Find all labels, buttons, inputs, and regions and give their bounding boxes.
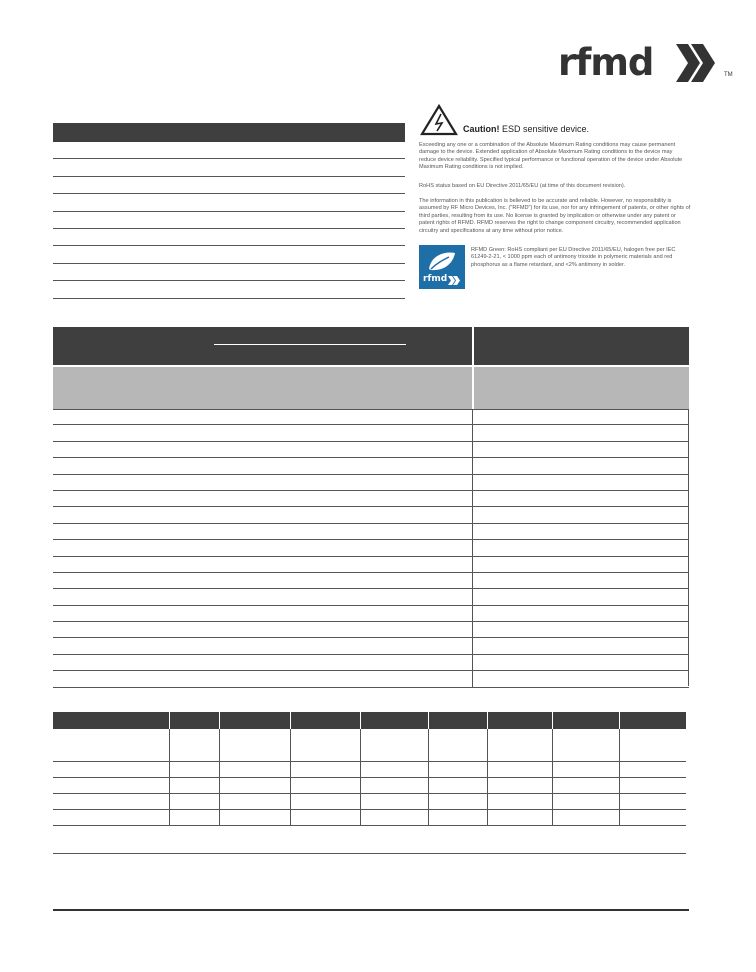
table-row bbox=[53, 638, 689, 654]
table-row bbox=[53, 655, 689, 671]
table-row bbox=[53, 475, 689, 491]
table-row bbox=[53, 425, 689, 441]
table-row bbox=[53, 507, 689, 523]
table-row bbox=[53, 159, 405, 176]
table-row bbox=[53, 573, 689, 589]
table-row bbox=[53, 606, 689, 622]
table-right-edge bbox=[688, 409, 689, 686]
footer-rule bbox=[53, 909, 689, 911]
rfmd-green-logo bbox=[419, 245, 465, 289]
table-row bbox=[53, 524, 689, 540]
disclaimer-note: The information in this publication is believed to be accurate and reliable. However, no responsibility is assumed by RF Micro Devices, Inc. ("RFMD") for its use, nor for any infringement of patents, or other rights of third parties, resulting from its use. No license is granted by implication or otherwise under any patent or patent rights of RFMD. RFMD reserves the right to change component circuitry, recommended application circuitry and specifications at any time without prior notice. bbox=[419, 198, 691, 234]
green-logo-chevrons bbox=[448, 276, 462, 285]
table-row bbox=[53, 142, 405, 159]
rohs-note: RoHS status based on EU Directive 2011/65/EU (at time of this document revision). bbox=[419, 183, 626, 189]
header-divider bbox=[472, 327, 474, 365]
rfmd-green-note: RFMD Green: RoHS compliant per EU Directive 2011/65/EU, halogen free per IEC 61249-2-21, < 1000 ppm each of antimony trioxide in polymeric materials and red phosphorus as a flame retardant, and <2% antimony in solder. bbox=[471, 247, 676, 268]
header-underline bbox=[214, 344, 406, 345]
table-header bbox=[53, 712, 686, 729]
table-row bbox=[53, 622, 689, 638]
caution-desc: ESD sensitive device. bbox=[499, 124, 590, 134]
leaf-icon bbox=[419, 247, 465, 277]
table-row bbox=[53, 810, 686, 826]
table-row bbox=[53, 491, 689, 507]
absolute-ratings-table bbox=[53, 123, 405, 299]
green-logo-text: rfmd bbox=[423, 274, 448, 284]
specification-table bbox=[53, 712, 686, 854]
table-row bbox=[53, 762, 686, 778]
caution-title bbox=[463, 124, 589, 134]
table-row bbox=[53, 194, 405, 211]
table-header bbox=[53, 327, 689, 365]
trademark: TM bbox=[724, 72, 733, 78]
table-row bbox=[53, 589, 689, 605]
subheader-divider bbox=[472, 367, 474, 409]
table-row bbox=[53, 264, 405, 281]
table-row bbox=[53, 246, 405, 263]
table-note-row bbox=[53, 826, 686, 854]
absolute-max-note: Exceeding any one or a combination of the Absolute Maximum Rating conditions may cause permanent damage to the device. Extended application of Absolute Maximum Rating conditions to the device may reduce device reliability. Specified typical performance or functional operation of the device under Absolute Maximum Rating conditions is not implied. bbox=[419, 142, 683, 171]
ordering-info-table bbox=[53, 327, 689, 688]
esd-warning-icon bbox=[419, 103, 459, 137]
table-row bbox=[53, 442, 689, 458]
table-row bbox=[53, 458, 689, 474]
table-subheader bbox=[53, 365, 689, 409]
table-row bbox=[53, 281, 405, 298]
table-row bbox=[53, 212, 405, 229]
table-row bbox=[53, 557, 689, 573]
table-row bbox=[53, 229, 405, 246]
table-row bbox=[53, 671, 689, 687]
caution-label: Caution! bbox=[463, 124, 500, 134]
logo-text: rfmd bbox=[558, 41, 654, 84]
rfmd-logo bbox=[558, 40, 736, 86]
table-row bbox=[53, 409, 689, 425]
table-row bbox=[53, 778, 686, 794]
table-row bbox=[53, 729, 686, 762]
table-row bbox=[53, 540, 689, 556]
table-row bbox=[53, 177, 405, 194]
table-row bbox=[53, 794, 686, 810]
rfmd-chevrons-icon bbox=[676, 44, 726, 82]
table-header bbox=[53, 123, 405, 142]
